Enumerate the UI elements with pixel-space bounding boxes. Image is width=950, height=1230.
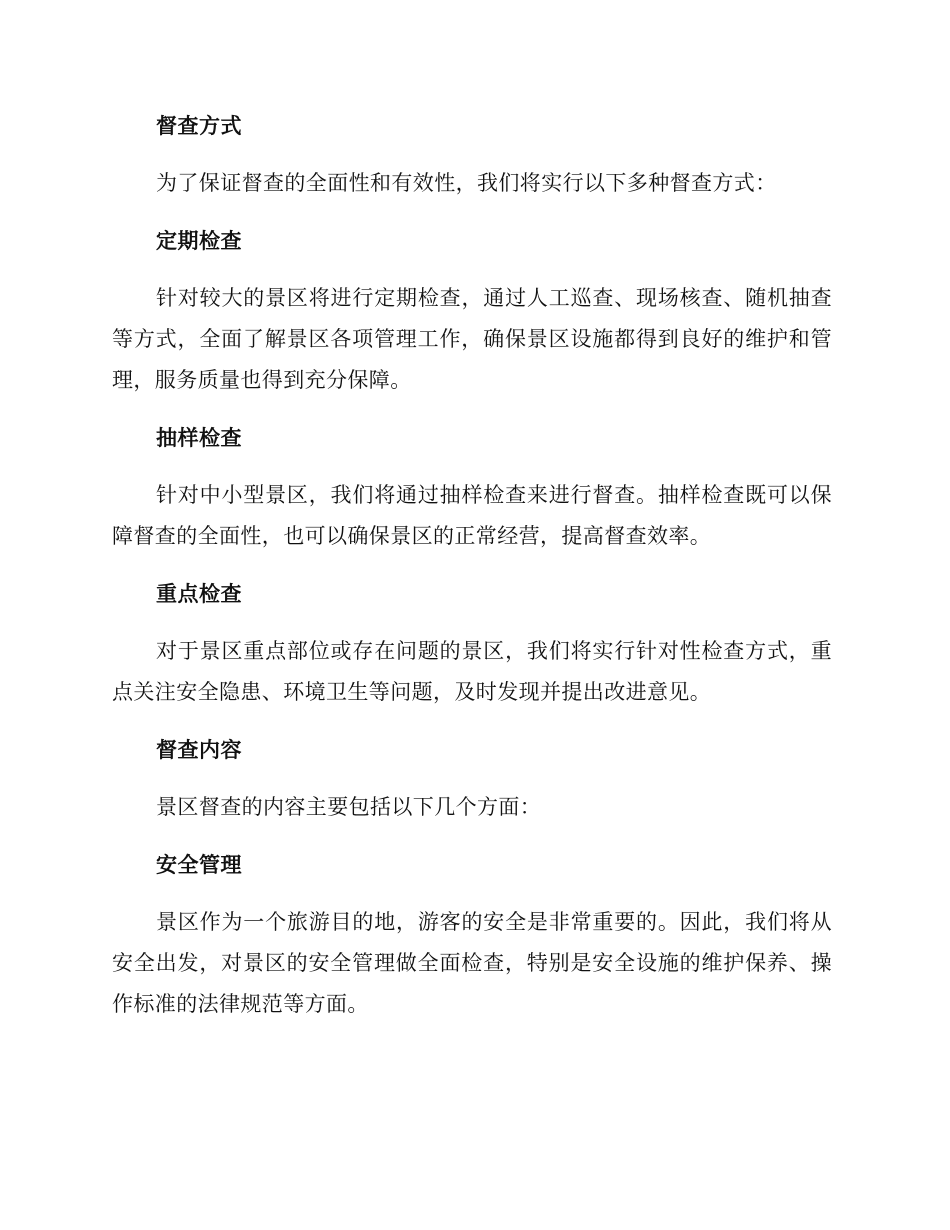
paragraph-safety-management: 景区作为一个旅游目的地，游客的安全是非常重要的。因此，我们将从安全出发，对景区的安全管理做全面检查，特别是安全设施的维护保养、操作标准的法律规范等方面。: [112, 910, 832, 1016]
paragraph-content-intro: 景区督查的内容主要包括以下几个方面：: [156, 795, 542, 819]
heading-safety-management: 安全管理: [156, 853, 242, 877]
document-body: [112, 108, 832, 1044]
paragraph-sampling-inspection: 针对中小型景区，我们将通过抽样检查来进行督查。抽样检查既可以保障督查的全面性，也可以确保景区的正常经营，提高督查效率。: [112, 483, 832, 548]
heading-regular-inspection: 定期检查: [156, 229, 242, 253]
paragraph-regular-inspection: 针对较大的景区将进行定期检查，通过人工巡查、现场核查、随机抽查等方式，全面了解景区各项管理工作，确保景区设施都得到良好的维护和管理，服务质量也得到充分保障。: [112, 286, 832, 392]
heading-supervision-methods: 督查方式: [156, 114, 242, 138]
heading-key-inspection: 重点检查: [156, 582, 242, 606]
heading-supervision-content: 督查内容: [156, 738, 242, 762]
paragraph-key-inspection: 对于景区重点部位或存在问题的景区，我们将实行针对性检查方式，重点关注安全隐患、环境卫生等问题，及时发现并提出改进意见。: [112, 639, 832, 704]
paragraph-methods-intro: 为了保证督查的全面性和有效性，我们将实行以下多种督查方式：: [156, 171, 777, 195]
heading-sampling-inspection: 抽样检查: [156, 426, 242, 450]
